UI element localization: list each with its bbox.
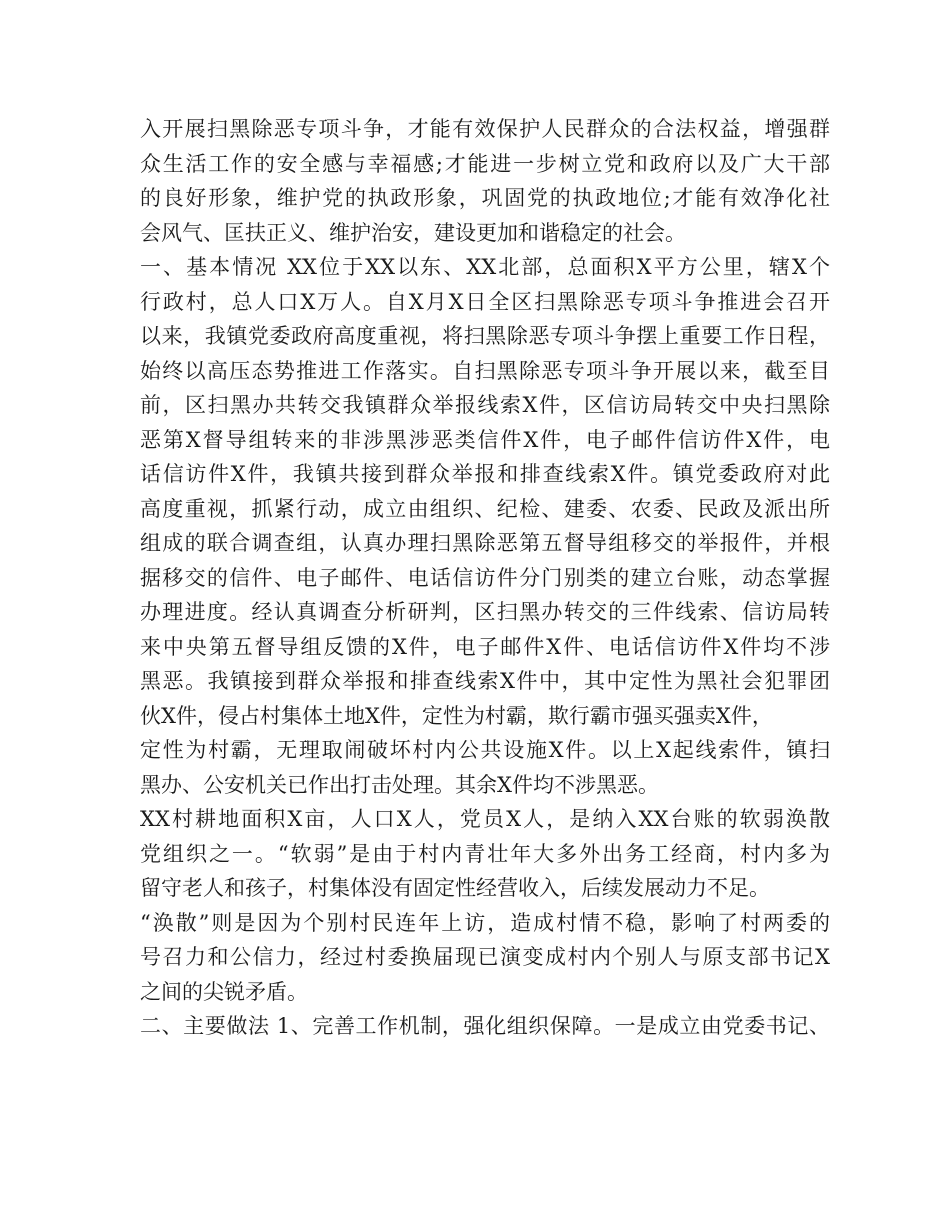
paragraph-intro — [140, 112, 830, 250]
text-line: “涣散”则是因为个别村民连年上访，造成村情不稳，影响了村两委的 — [140, 910, 830, 935]
text-line: 会风气、匡扶正义、维护治安，建设更加和谐稳定的社会。 — [140, 220, 686, 245]
text-line: 来中央第五督导组反馈的X件，电子邮件X件、电话信访件X件均不涉 — [140, 634, 830, 659]
text-line: 前，区扫黑办共转交我镇群众举报线索X件，区信访局转交中央扫黑除 — [140, 393, 830, 417]
text-line: 黑办、公安机关已作出打击处理。其余X件均不涉黑恶。 — [140, 772, 659, 797]
paragraph-village — [140, 802, 830, 1009]
text-line: XX村耕地面积X亩，人口X人，党员X人，是纳入XX台账的软弱涣散 — [140, 807, 830, 831]
text-line: 留守老人和孩子，村集体没有固定性经营收入，后续发展动力不足。 — [140, 876, 770, 900]
text-line: 之间的尖锐矛盾。 — [140, 979, 308, 1004]
text-line: 行政村，总人口X万人。自X月X日全区扫黑除恶专项斗争推进会召开 — [140, 289, 830, 314]
text-line: 党组织之一。“软弱”是由于村内青壮年大多外出务工经商，村内多为 — [140, 841, 830, 866]
text-line: 高度重视，抓紧行动，成立由组织、纪检、建委、农委、民政及派出所 — [140, 496, 830, 521]
text-line: 二、主要做法 1、完善工作机制，强化组织保障。一是成立由党委书记、 — [140, 1014, 830, 1038]
text-line: 据移交的信件、电子邮件、电话信访件分门别类的建立台账，动态掌握 — [140, 565, 830, 590]
text-line: 组成的联合调查组，认真办理扫黑除恶第五督导组移交的举报件，并根 — [140, 531, 830, 555]
text-line: 话信访件X件，我镇共接到群众举报和排查线索X件。镇党委政府对此 — [140, 462, 830, 486]
text-line: 以来，我镇党委政府高度重视，将扫黑除恶专项斗争摆上重要工作日程， — [140, 324, 830, 348]
text-line: 号召力和公信力，经过村委换届现已演变成村内个别人与原支部书记X — [140, 945, 830, 969]
text-line: 伙X件，侵占村集体土地X件，定性为村霸，欺行霸市强买强卖X件， — [140, 703, 773, 728]
text-line: 一、基本情况 XX位于XX以东、XX北部，总面积X平方公里，辖X个 — [140, 255, 830, 279]
paragraph-main-practices — [140, 1009, 830, 1044]
paragraph-basic-situation — [140, 250, 830, 802]
text-line: 的良好形象，维护党的执政形象，巩固党的执政地位;才能有效净化社 — [140, 186, 830, 210]
text-line: 众生活工作的安全感与幸福感;才能进一步树立党和政府以及广大干部 — [140, 151, 830, 176]
document-page — [140, 112, 830, 1044]
text-line: 恶第X督导组转来的非涉黑涉恶类信件X件，电子邮件信访件X件，电 — [140, 427, 830, 452]
text-line: 黑恶。我镇接到群众举报和排查线索X件中，其中定性为黑社会犯罪团 — [140, 669, 830, 693]
text-line: 入开展扫黑除恶专项斗争，才能有效保护人民群众的合法权益，增强群 — [140, 117, 830, 141]
text-line: 始终以高压态势推进工作落实。自扫黑除恶专项斗争开展以来，截至目 — [140, 358, 830, 383]
text-line: 办理进度。经认真调查分析研判，区扫黑办转交的三件线索、信访局转 — [140, 600, 830, 624]
text-line: 定性为村霸，无理取闹破坏村内公共设施X件。以上X起线索件，镇扫 — [140, 738, 830, 762]
